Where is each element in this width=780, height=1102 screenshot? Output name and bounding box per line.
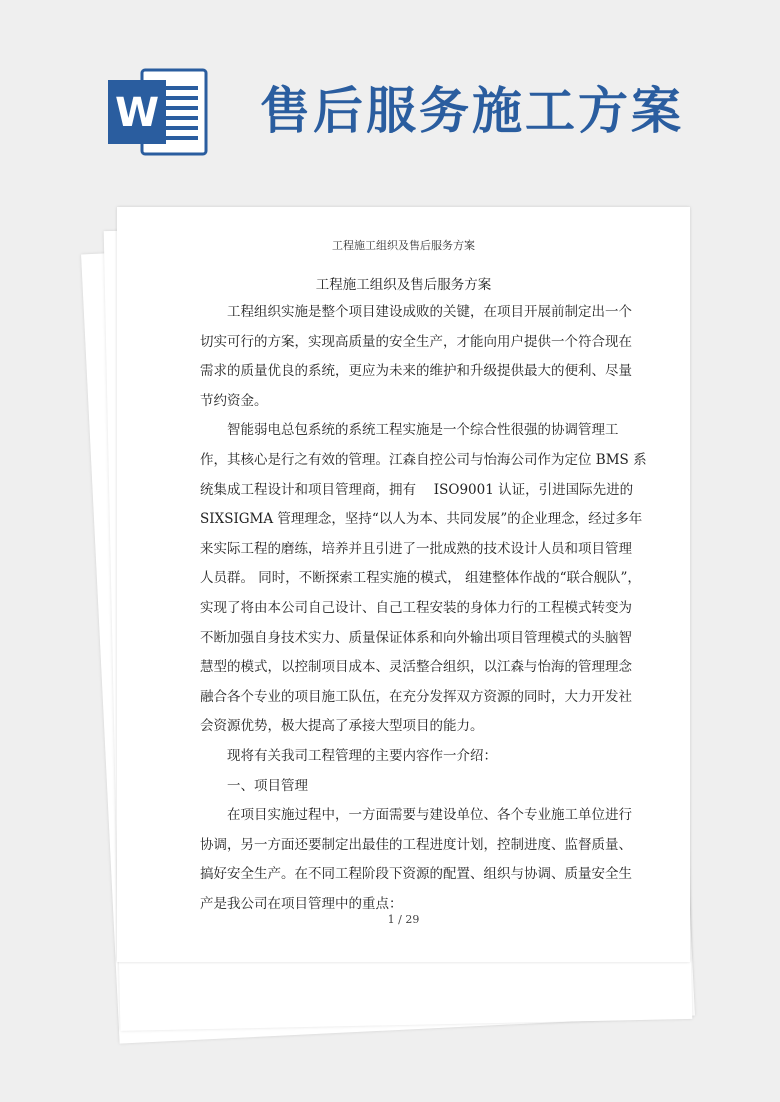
text-line: 一、项目管理 [200, 777, 308, 794]
banner [0, 0, 780, 200]
text-line: 搞好安全生产。在不同工程阶段下资源的配置、组织与协调、质量安全生 [200, 866, 632, 883]
text-line: 会资源优势，极大提高了承接大型项目的能力。 [200, 718, 484, 735]
word-icon-letter: W [114, 90, 160, 136]
text-line: 慧型的模式，以控制项目成本、灵活整合组织，以江森与怡海的管理理念 [200, 659, 632, 676]
text-line: SIXSIGMA 管理理念，坚持“以人为本、共同发展”的企业理念，经过多年 [200, 511, 643, 528]
banner-title: 售后服务施工方案 [260, 82, 684, 140]
document-page [117, 207, 690, 962]
text-line: 来实际工程的磨练，培养并且引进了一批成熟的技术设计人员和项目管理 [200, 540, 632, 557]
text-line: 智能弱电总包系统的系统工程实施是一个综合性很强的协调管理工 [200, 422, 619, 439]
text-line: 节约资金。 [200, 392, 268, 409]
text-line: 不断加强自身技术实力、质量保证体系和向外输出项目管理模式的头脑智 [200, 629, 632, 646]
text-line: 在项目实施过程中，一方面需要与建设单位、各个专业施工单位进行 [200, 807, 632, 824]
text-line: 需求的质量优良的系统，更应为未来的维护和升级提供最大的便利、尽量 [200, 363, 632, 380]
text-line: 产是我公司在项目管理中的重点： [200, 895, 403, 912]
text-line: 切实可行的方案，实现高质量的安全生产，才能向用户提供一个符合现在 [200, 333, 632, 350]
text-line: 作，其核心是行之有效的管理。江森自控公司与怡海公司作为定位 BMS 系 [200, 451, 647, 468]
text-line: 融合各个专业的项目施工队伍，在充分发挥双方资源的同时，大力开发社 [200, 688, 632, 705]
word-document-icon [108, 68, 208, 156]
text-line: 人员群。 同时，不断探索工程实施的模式， 组建整体作战的“联合舰队”， [200, 570, 641, 587]
page-number: 1 / 29 [387, 913, 420, 926]
text-line: 工程组织实施是整个项目建设成败的关键，在项目开展前制定出一个 [200, 304, 632, 320]
document-body [200, 298, 647, 919]
text-line: 统集成工程设计和项目管理商，拥有 ISO9001 认证，引进国际先进的 [200, 481, 634, 498]
document-title: 工程施工组织及售后服务方案 [315, 277, 492, 293]
page-header: 工程施工组织及售后服务方案 [332, 239, 475, 252]
text-line: 现将有关我司工程管理的主要内容作一介绍： [200, 747, 497, 764]
text-line: 协调，另一方面还要制定出最佳的工程进度计划，控制进度、监督质量、 [200, 836, 632, 853]
text-line: 实现了将由本公司自己设计、自己工程安装的身体力行的工程模式转变为 [200, 599, 632, 616]
